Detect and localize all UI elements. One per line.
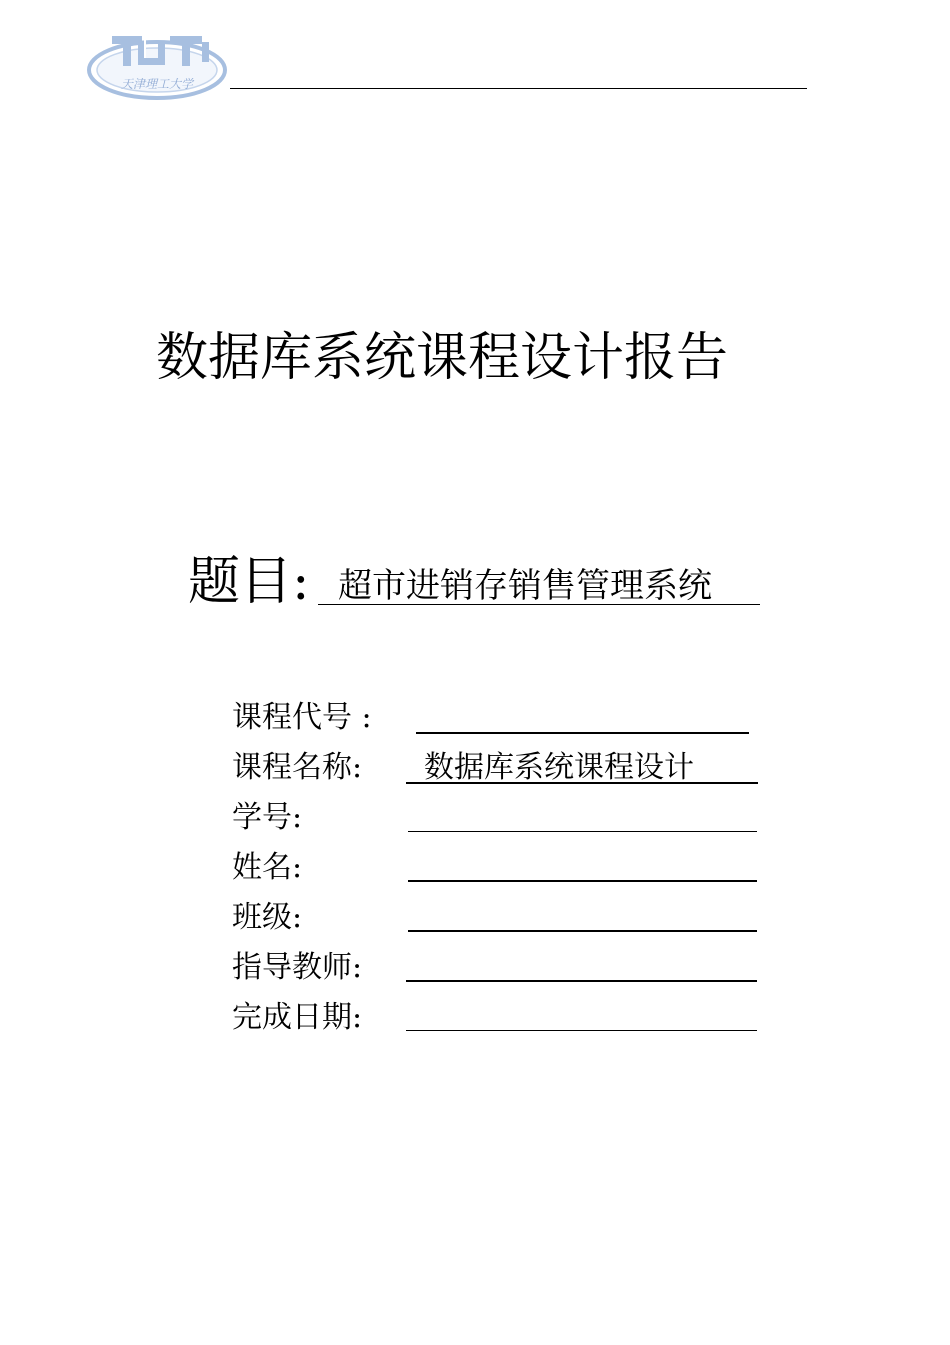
field-value: 数据库系统课程设计	[424, 750, 694, 785]
report-title: 数据库系统课程设计报告	[156, 328, 729, 388]
field-completion-date	[232, 1000, 762, 1040]
completion-date-blank[interactable]	[406, 1030, 757, 1031]
field-class	[232, 900, 762, 940]
header-divider	[230, 88, 807, 89]
topic-value: 超市进销存销售管理系统	[338, 566, 712, 606]
field-label: 课程代号 :	[232, 700, 372, 735]
field-label: 姓名:	[232, 850, 303, 885]
course-code-blank[interactable]	[416, 732, 749, 734]
field-label: 课程名称:	[232, 750, 363, 785]
topic-field[interactable]	[318, 566, 760, 605]
field-name	[232, 850, 762, 890]
class-blank[interactable]	[408, 930, 757, 932]
instructor-blank[interactable]	[406, 980, 757, 982]
field-label: 完成日期:	[232, 1000, 363, 1035]
field-label: 指导教师:	[232, 950, 363, 985]
field-label: 学号:	[232, 800, 303, 835]
field-instructor	[232, 950, 762, 990]
field-course-name	[232, 750, 762, 790]
name-blank[interactable]	[408, 880, 757, 882]
university-logo-icon	[86, 30, 228, 102]
topic-label: 题目:	[188, 552, 310, 612]
field-label: 班级:	[232, 900, 303, 935]
svg-text:天津理工大学: 天津理工大学	[120, 77, 194, 91]
field-course-code	[232, 700, 762, 740]
student-id-blank[interactable]	[408, 831, 757, 832]
field-student-id	[232, 800, 762, 840]
